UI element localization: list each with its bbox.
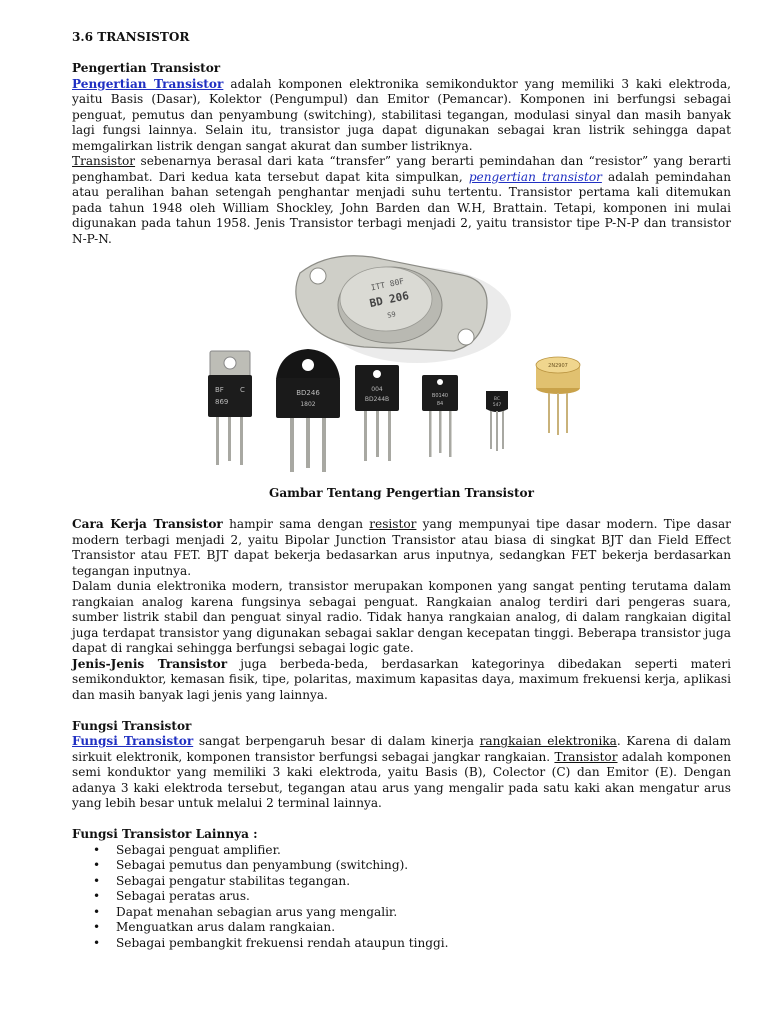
- to39-transistor: [536, 357, 580, 435]
- cara-kerja-p1-a: hampir sama dengan: [222, 517, 370, 531]
- to126-transistor-b: [422, 375, 458, 457]
- figure-caption: Gambar Tentang Pengertian Transistor: [269, 486, 534, 500]
- to220-marking-1: BF: [215, 386, 224, 394]
- list-item: • Menguatkan arus dalam rangkaian.: [116, 920, 731, 936]
- to3p-transistor: [276, 349, 340, 472]
- to126a-marking-2: BD244B: [364, 396, 390, 403]
- cara-kerja-p1-b: yang mempunyai tipe dasar modern. Tipe dasar modern terbagi menjadi 2, yaitu Bipolar Junction Transistor atau biasa di singkat BJT dan Field Effect Transistor atau FET. BJT dapat bekerja bedasarkan arus inputnya, sedangkan FET bekerja berdasarkan tegangan inputnya.: [72, 517, 731, 578]
- transistor-photo: [72, 251, 731, 483]
- pengertian-transistor-inline-link[interactable]: pengertian transistor: [468, 169, 602, 184]
- jenis-transistor-lead: Jenis-Jenis Transistor: [72, 656, 228, 671]
- to220-marking-3: C: [240, 386, 245, 394]
- pengertian-p2-text-b: adalah pemindahan atau peralihan bahan setengah penghantar menjadi suhu tertentu. Transistor pertama kali ditemukan pada tahun 1948 oleh William Shockley, John Barden dan W.H, Brattain. Tetapi, komponen ini mulai digunakan pada tahun 1958. Jenis Transistor terbagi menjadi 2, yaitu transistor tipe P-N-P dan transistor N-P-N.: [72, 169, 731, 246]
- to3-transistor: [296, 256, 511, 363]
- to126b-marking-1: B0140: [431, 393, 449, 399]
- to92-transistor: [486, 391, 508, 451]
- list-item: • Sebagai pengatur stabilitas tegangan.: [116, 874, 731, 890]
- pengertian-transistor-link[interactable]: Pengertian Transistor: [72, 76, 224, 91]
- list-item: • Sebagai penguat amplifier.: [116, 843, 731, 859]
- to220-transistor: [208, 351, 252, 465]
- pengertian-p1-text: adalah komponen elektronika semikonduktor yang memiliki 3 kaki elektroda, yaitu Basis (Dasar), Kolektor (Pengumpul) dan Emitor (Pemancar). Komponen ini berfungsi sebagai penguat, pemutus dan penyambung (switching), stabilitasi tegangan, modulasi sinyal dan masih banyak lagi fungsi lainnya. Selain itu, transistor juga dapat digunakan sebagai kran listrik sehingga dapat memgalirkan listrik dengan sangat akurat dan sumber listriknya.: [72, 76, 732, 153]
- fungsi-paragraph: [72, 734, 731, 812]
- pengertian-heading: Pengertian Transistor: [72, 61, 221, 75]
- cara-kerja-paragraph-3: [72, 657, 731, 704]
- cara-kerja-lead: Cara Kerja Transistor: [72, 517, 223, 531]
- to92-marking-1: BC: [493, 397, 501, 402]
- fungsi-transistor-link[interactable]: Fungsi Transistor: [72, 734, 194, 748]
- to39-marking: 2N2907: [548, 363, 568, 369]
- to126b-marking-2: 84: [436, 401, 444, 407]
- pengertian-paragraph-1: [72, 77, 731, 155]
- section-title: 3.6 TRANSISTOR: [72, 30, 190, 44]
- fungsi-heading: Fungsi Transistor: [72, 718, 192, 733]
- to126-transistor-a: [355, 365, 399, 461]
- rangkaian-elektronika-word: rangkaian elektronika: [479, 734, 617, 748]
- resistor-word: resistor: [369, 517, 417, 531]
- transistor-word: Transistor: [72, 154, 136, 168]
- fungsi-text-a: sangat berpengaruh besar di dalam kinerja: [193, 734, 480, 748]
- transistor-illustration: [72, 251, 731, 483]
- fungsi-lainnya-list: [72, 843, 731, 952]
- pengertian-p2-text-a: sebenarnya berasal dari kata “transfer” yang berarti pemindahan dan “resistor” yang berarti penghambat. Dari kedua kata tersebut dapat kita simpulkan,: [72, 154, 731, 184]
- list-item: • Sebagai pemutus dan penyambung (switching).: [116, 858, 731, 874]
- cara-kerja-paragraph-2: Dalam dunia elektronika modern, transistor merupakan komponen yang sangat penting terutama dalam rangkaian analog karena fungsinya sebagai penguat. Rangkaian analog terdiri dari pengeras suara, sumber listrik stabil dan penguat sinyal radio. Tidak hanya rangkaian analog, di dalam rangkaian digital juga terdapat transistor yang digunakan sebagai saklar dengan kecepatan tinggi. Beberapa transistor juga dapat di rangkai sehingga berfungsi sebagai logic gate.: [72, 579, 731, 655]
- list-item: • Sebagai pembangkit frekuensi rendah ataupun tinggi.: [116, 936, 731, 952]
- list-item: • Dapat menahan sebagian arus yang mengalir.: [116, 905, 731, 921]
- to3-marking-3: S9: [386, 310, 397, 320]
- fungsi-text-c: adalah komponen semi konduktor yang memiliki 3 kaki elektroda, yaitu Basis (B), Colector (C) dan Emitor (E). Dengan adanya 3 kaki elektroda tersebut, tegangan atau arus yang mengalir pada satu kaki akan mengatur arus yang lebih besar untuk melalui 2 terminal lainnya.: [72, 749, 731, 810]
- to126a-marking-1: 004: [371, 386, 383, 393]
- to92-marking-2: 547: [492, 403, 502, 408]
- fungsi-text-b: . Karena di dalam sirkuit elektronik, komponen transistor berfungsi sebagai jangkar rangkaian.: [72, 734, 731, 764]
- to3-marking-1: ITT 80F: [370, 276, 405, 293]
- cara-kerja-p3-text: juga berbeda-beda, berdasarkan kategorinya dibedakan seperti materi semikonduktor, kemasan fisik, tipe, polaritas, maximum kapasitas daya, maximum frekuensi kerja, aplikasi dan masih banyak lagi jenis yang lainnya.: [72, 656, 731, 702]
- pengertian-paragraph-2: [72, 154, 731, 247]
- to220-marking-2: 869: [215, 398, 229, 406]
- fungsi-lainnya-heading: Fungsi Transistor Lainnya :: [72, 827, 258, 841]
- to3-marking-2: BD 206: [368, 289, 411, 311]
- to3p-marking-2: 1802: [300, 401, 316, 408]
- to3p-marking-1: BD246: [296, 389, 320, 397]
- transistor-word-2: Transistor: [554, 749, 618, 764]
- cara-kerja-paragraph-1: [72, 517, 731, 579]
- list-item: • Sebagai peratas arus.: [116, 889, 731, 905]
- document-page: [72, 30, 731, 951]
